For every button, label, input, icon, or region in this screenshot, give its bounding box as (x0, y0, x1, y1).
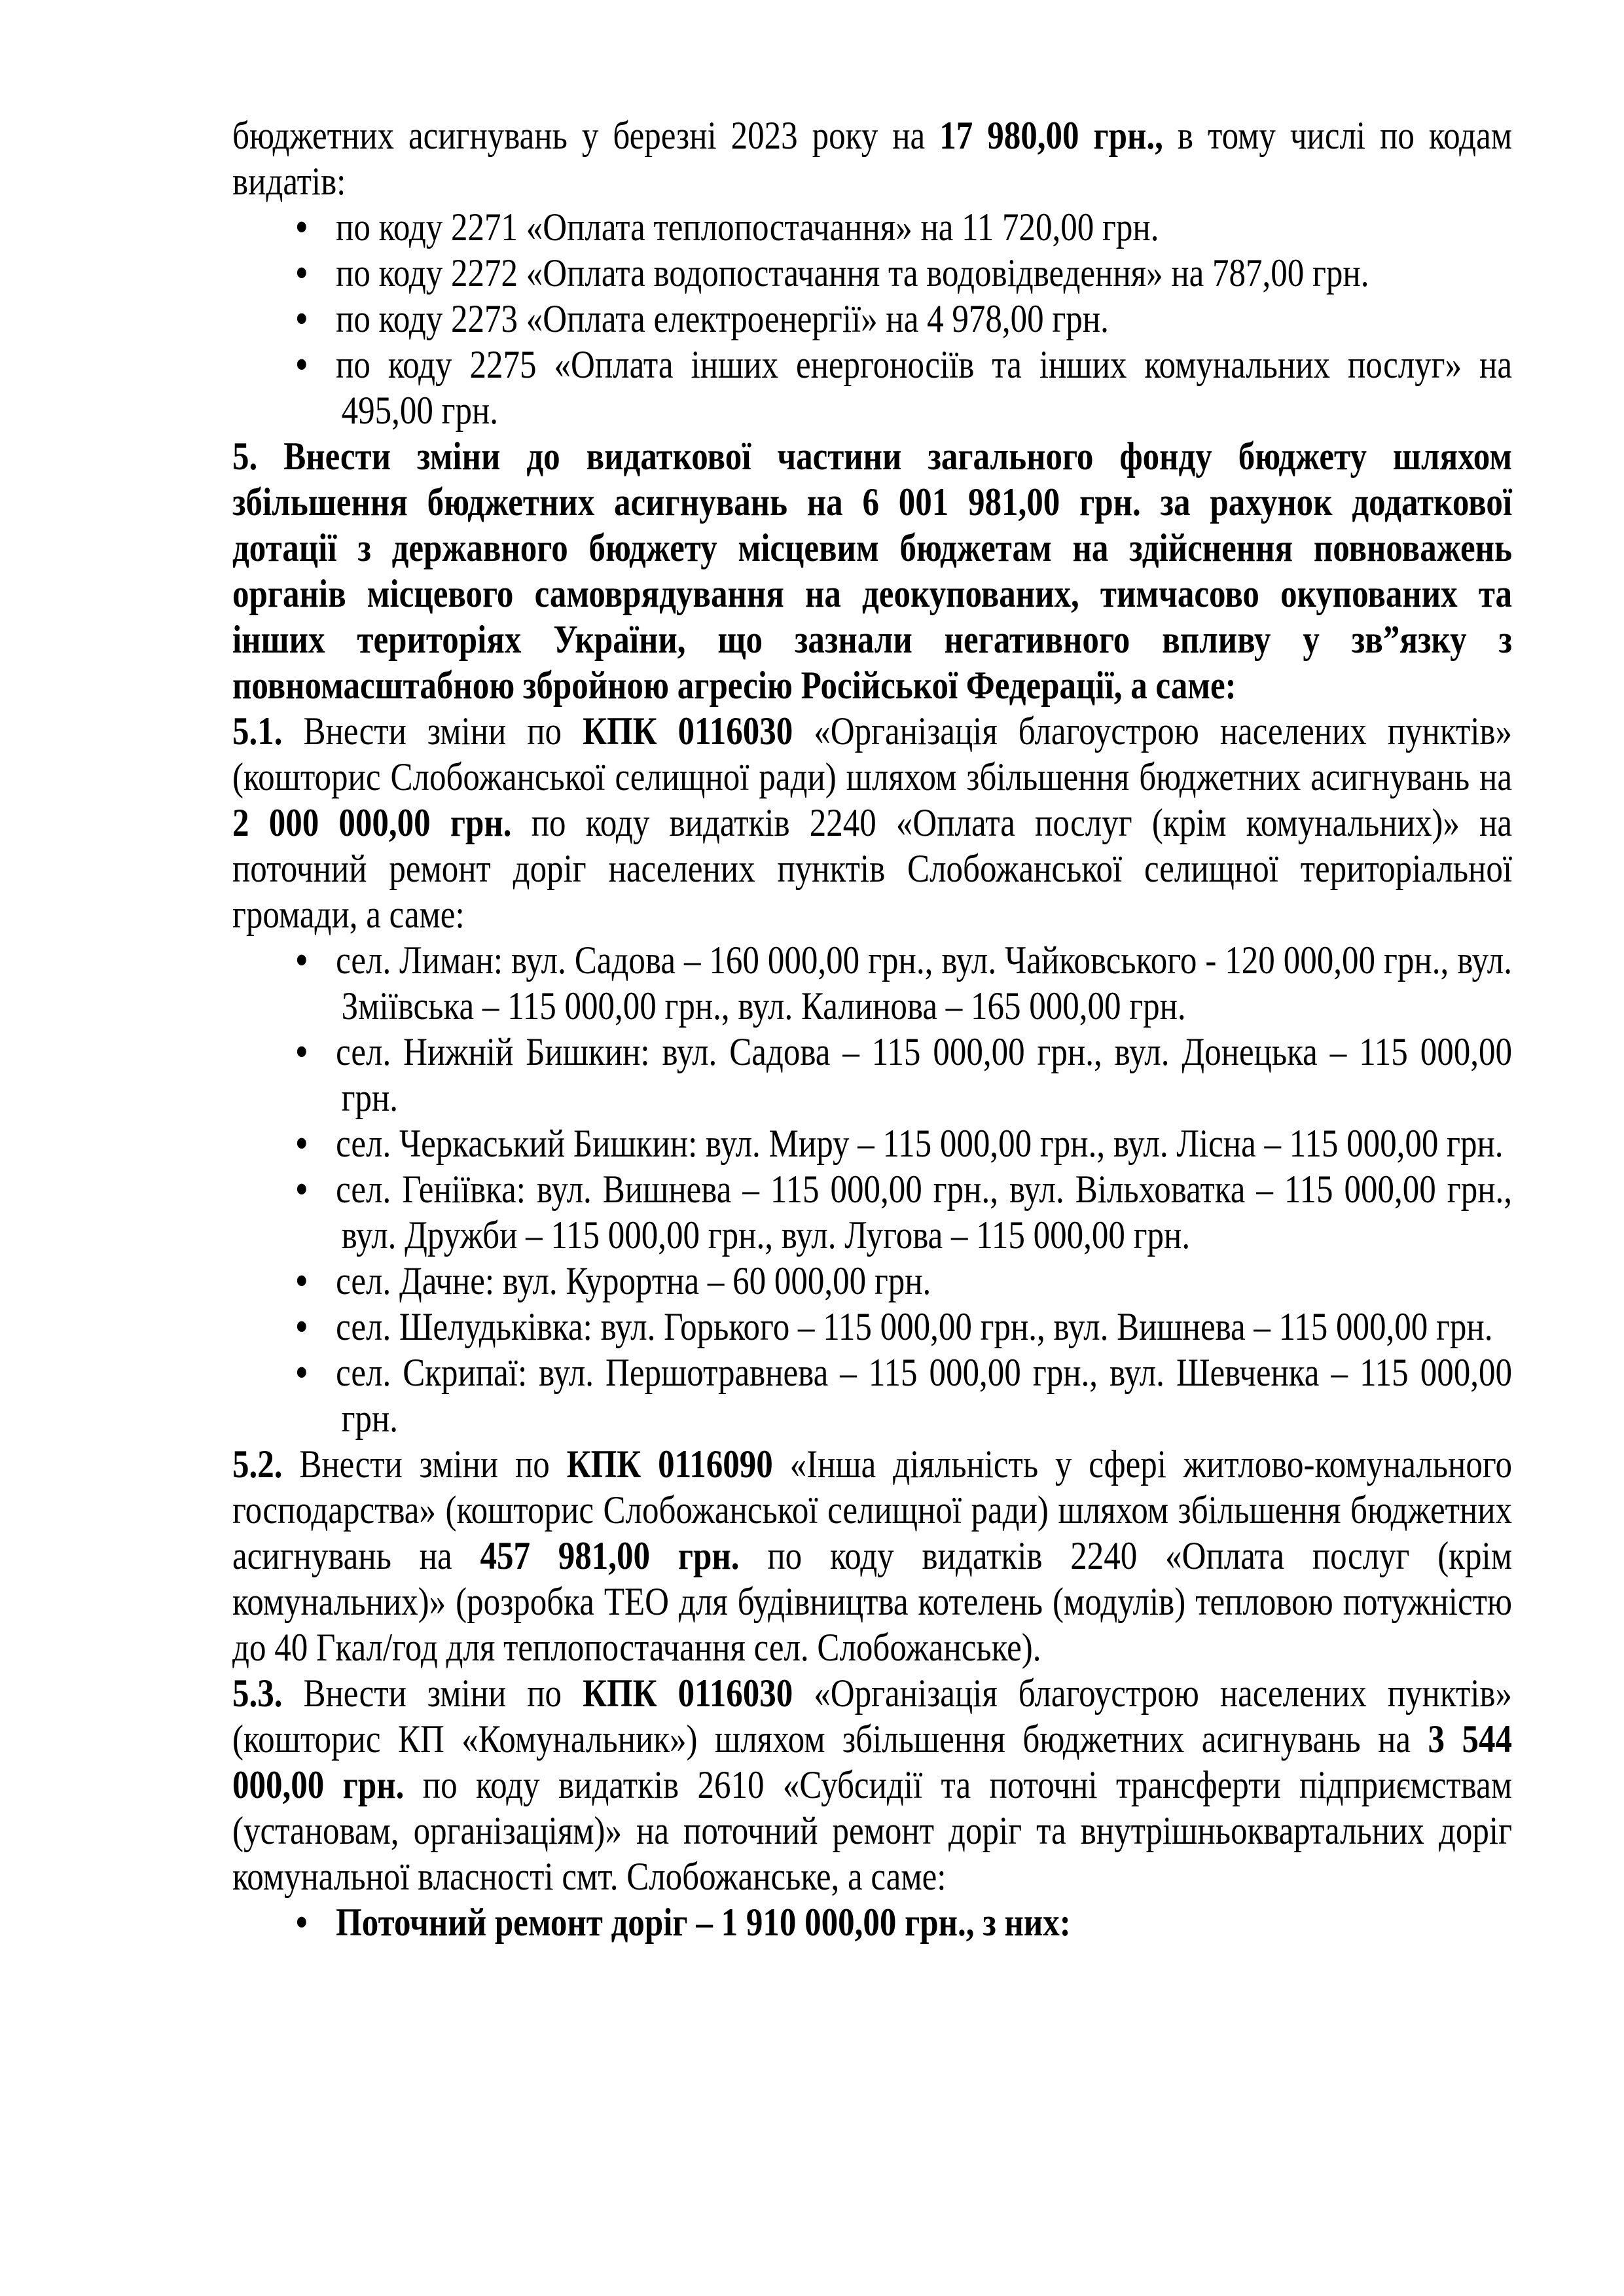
text-run: по коду видатків 2240 «Оплата послуг (крім комунальних)» на поточний ремонт доріг населених пунктів Слобожанської селищної територіальної громади, а саме: (232, 801, 1513, 936)
document-text-block (232, 113, 1512, 1945)
list-item (336, 342, 1512, 433)
list-item (336, 204, 1512, 250)
text-run: по коду 2273 «Оплата електроенергії» на 4 978,00 грн. (336, 297, 1109, 340)
paragraph-section-5-3 (232, 1670, 1512, 1899)
text-run: по коду видатків 2610 «Субсидії та поточні трансферти підприємствам (установам, організаціям)» на поточний ремонт доріг та внутрішньоквартальних доріг комунальної власності смт. Слобожанське, а саме: (232, 1763, 1513, 1898)
text-run: сел. Лиман: вул. Садова – 160 000,00 грн., вул. Чайковського - 120 000,00 грн., вул. Зміївська – 115 000,00 грн., вул. Калинова – 165 000,00 грн. (336, 939, 1512, 1028)
list-item (336, 1029, 1512, 1121)
text-run: сел. Нижній Бишкин: вул. Садова – 115 000,00 грн., вул. Донецька – 115 000,00 грн. (336, 1030, 1512, 1119)
paragraph-section-5-2 (232, 1441, 1512, 1670)
text-run: Внести зміни по (282, 1672, 583, 1715)
text-run: «Організація благоустрою населених пунктів» (кошторис КП «Комунальник») шляхом збільшення бюджетних асигнувань на (232, 1672, 1512, 1761)
text-run: Внести зміни по (282, 709, 583, 753)
list-item (336, 1258, 1512, 1304)
text-run: в тому числі по кодам видатів: (232, 114, 1512, 203)
list-item (336, 1304, 1512, 1350)
text-run: по коду 2272 «Оплата водопостачання та водовідведення» на 787,00 грн. (336, 251, 1369, 295)
bold-run-amount: 2 000 000,00 грн. (232, 801, 512, 844)
text-run: сел. Дачне: вул. Курортна – 60 000,00 грн. (336, 1259, 931, 1302)
bullet-list-road-repair-total (232, 1899, 1512, 1945)
bold-run: Поточний ремонт доріг – 1 910 000,00 грн., з них: (336, 1901, 1071, 1944)
list-item (336, 1350, 1512, 1441)
text-run: «Організація благоустрою населених пунктів» (кошторис Слобожанської селищної ради) шляхом збільшення бюджетних асигнувань на (232, 709, 1512, 798)
text-run: сел. Черкаський Бишкин: вул. Миру – 115 000,00 грн., вул. Лісна – 115 000,00 грн. (336, 1122, 1504, 1165)
paragraph-section-5 (232, 433, 1512, 708)
bold-run-amount: 3 544 000,00 грн. (232, 1717, 1512, 1806)
paragraph-intro (232, 113, 1512, 204)
text-run: бюджетних асигнувань у березні 2023 року на (232, 114, 940, 157)
text-run: сел. Шелудьківка: вул. Горького – 115 000,00 грн., вул. Вишнева – 115 000,00 грн. (336, 1305, 1493, 1348)
text-run: по коду 2275 «Оплата інших енергоносіїв та інших комунальних послуг» на 495,00 грн. (336, 343, 1512, 432)
bullet-list-expense-codes (232, 204, 1512, 433)
text-run: сел. Геніївка: вул. Вишнева – 115 000,00 грн., вул. Вільховатка – 115 000,00 грн., вул. Дружби – 115 000,00 грн., вул. Лугова – 115 000,00 грн. (336, 1168, 1512, 1257)
bold-run-number: 5.2. (232, 1443, 283, 1486)
bold-run-kpk: КПК 0116030 (583, 1672, 793, 1715)
list-item (336, 296, 1512, 342)
bold-run-number: 5.1. (232, 709, 283, 753)
text-run: по коду видатків 2240 «Оплата послуг (крім комунальних)» (розробка ТЕО для будівництва котелень (модулів) тепловою потужністю до 40 Гкал/год для теплопостачання сел. Слобожанське). (232, 1534, 1512, 1669)
paragraph-section-5-1 (232, 708, 1512, 937)
text-run: Внести зміни по (282, 1443, 567, 1486)
list-item (336, 250, 1512, 296)
bold-run-kpk: КПК 0116090 (566, 1443, 773, 1486)
text-run: сел. Скрипаї: вул. Першотравнева – 115 000,00 грн., вул. Шевченка – 115 000,00 грн. (336, 1351, 1512, 1440)
text-run: по коду 2271 «Оплата теплопостачання» на 11 720,00 грн. (336, 206, 1159, 249)
bold-run-kpk: КПК 0116030 (583, 709, 793, 753)
bold-run: 5. Внести зміни до видаткової частини загального фонду бюджету шляхом збільшення бюджетних асигнувань на 6 001 981,00 грн. за рахунок додаткової дотації з державного бюджету місцевим бюджетам на здійснення повноважень органів місцевого самоврядування на деокупованих, тимчасово окупованих та інших територіях України, що зазнали негативного впливу у зв”язку з повномасштабною збройною агресію Російської Федерації, а саме: (232, 435, 1512, 707)
list-item (336, 1166, 1512, 1258)
bold-run-amount: 457 981,00 грн. (480, 1534, 740, 1577)
text-run: «Інша діяльність у сфері житлово-комунального господарства» (кошторис Слобожанської селищної ради) шляхом збільшення бюджетних асигнувань на (232, 1443, 1512, 1577)
list-item (336, 937, 1512, 1029)
bold-run-amount: 17 980,00 грн., (939, 114, 1163, 157)
bold-run-number: 5.3. (232, 1672, 283, 1715)
list-item (336, 1899, 1512, 1945)
bullet-list-street-allocations (232, 937, 1512, 1441)
list-item (336, 1121, 1512, 1166)
